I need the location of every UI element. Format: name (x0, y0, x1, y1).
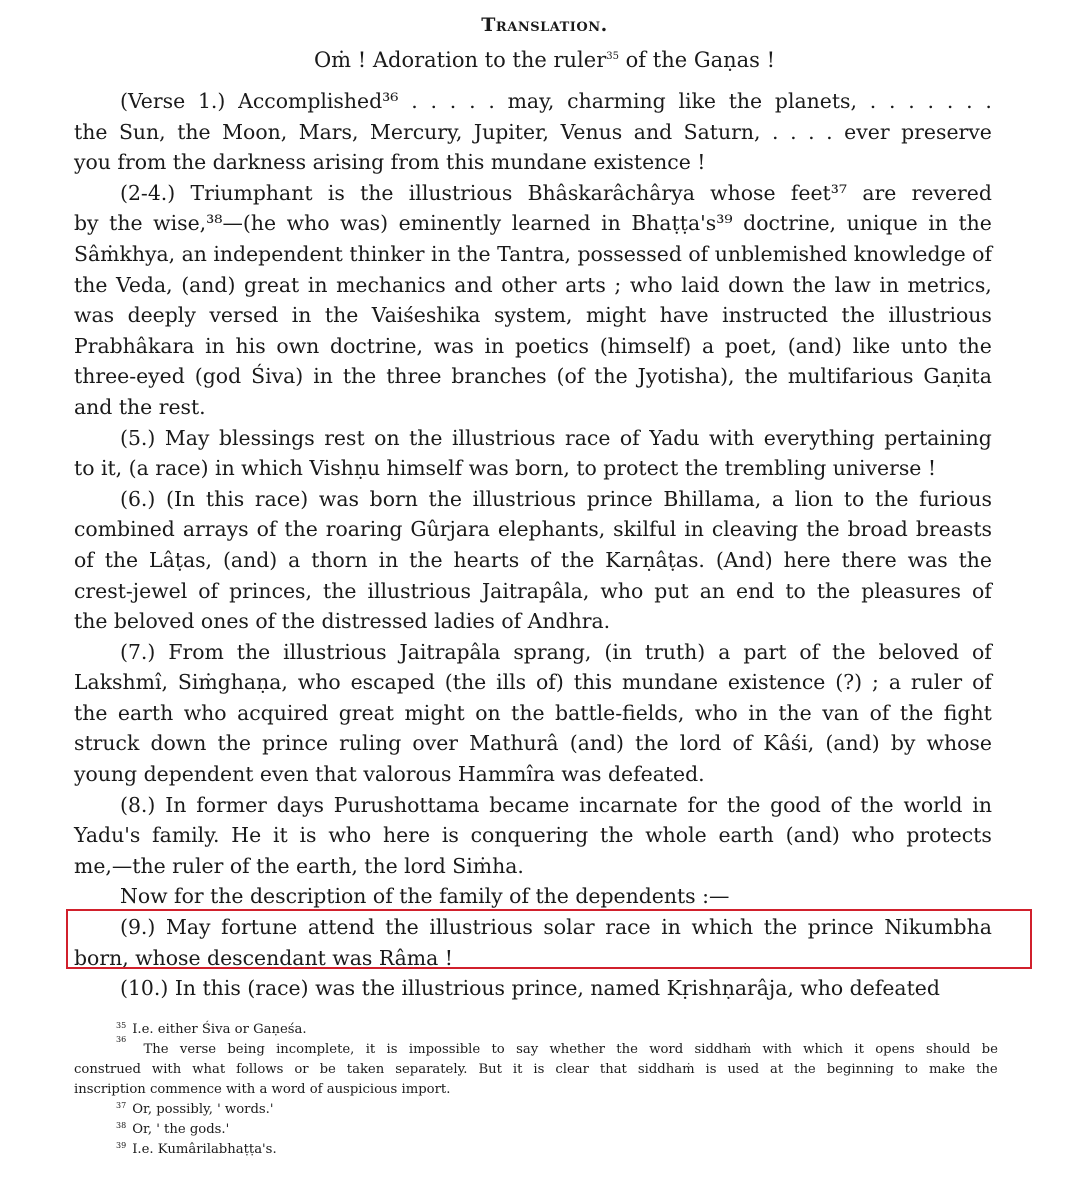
text-line: Prabhâkara in his own doctrine, was in poetics (himself) a poet, (and) like unto the (74, 333, 992, 358)
text-line: (5.) May blessings rest on the illustrious race of Yadu with everything pertaining (120, 425, 992, 450)
paragraph (74, 484, 992, 637)
text-line: (7.) From the illustrious Jaitrapâla sprang, (in truth) a part of the beloved of (120, 639, 992, 664)
footnote (74, 1020, 998, 1040)
text-line: born, whose descendant was Râma ! (74, 945, 453, 970)
text-line: young dependent even that valorous Hammîra was defeated. (74, 762, 705, 787)
footnote-mark: 37 (116, 1100, 127, 1110)
text-line: crest-jewel of princes, the illustrious Jaitrapâla, who put an end to the pleasures of (74, 578, 992, 603)
footnote (74, 1100, 998, 1120)
text-line: and the rest. (74, 394, 206, 419)
highlight-box (66, 909, 1032, 969)
paragraph (74, 973, 992, 1004)
footnote-line: $^{39}$ I.e. Kumârilabhaṭṭa's. (116, 1140, 277, 1157)
text-line: you from the darkness arising from this mundane existence ! (74, 150, 706, 175)
paragraph (74, 423, 992, 484)
text-line: (Verse 1.) Accomplished³⁶ . . . . . may, charming like the planets, . . . . . . . (120, 89, 992, 113)
invocation-text: Oṁ ! Adoration to the ruler (313, 48, 607, 72)
paragraph (74, 790, 992, 882)
text-line: (9.) May fortune attend the illustrious solar race in which the prince Nikumbha (120, 915, 992, 940)
text-line: (2-4.) Triumphant is the illustrious Bhâskarâchârya whose feet³⁷ are revered (120, 180, 992, 205)
text-line: Yadu's family. He it is who here is conquering the whole earth (and) who protects (74, 823, 992, 848)
text-line: the Veda, (and) great in mechanics and other arts ; who laid down the law in metrics, (74, 272, 992, 297)
text-line: three-eyed (god Śiva) in the three branches (of the Jyotisha), the multifarious Gaṇita (74, 364, 992, 389)
text-line: the earth who acquired great might on the battle-fields, who in the van of the fight (74, 700, 992, 725)
footnote-line: $^{37}$ Or, possibly, ' words.' (116, 1100, 274, 1117)
paragraph (74, 178, 992, 423)
translation-body (74, 86, 992, 1004)
footnote-line: inscription commence with a word of auspicious import. (74, 1082, 451, 1097)
invocation-line (0, 48, 1089, 72)
invocation-text-end: of the Gaṇas ! (618, 48, 776, 72)
text-line: the Sun, the Moon, Mars, Mercury, Jupiter, Venus and Saturn, . . . . ever preserve (74, 119, 992, 144)
footnote-line: $^{38}$ Or, ' the gods.' (116, 1120, 230, 1137)
footnote-line: construed with what follows or be taken separately. But it is clear that siddhaṁ is used at the beginning to make the (74, 1062, 998, 1077)
footnotes (74, 1020, 998, 1160)
footnote (74, 1140, 998, 1160)
invocation-note-mark: 35 (606, 51, 619, 62)
text-line: (8.) In former days Purushottama became incarnate for the good of the world in (120, 792, 992, 817)
text-line: was deeply versed in the Vaiśeshika system, might have instructed the illustrious (74, 303, 992, 328)
footnote (74, 1120, 998, 1140)
footnote-line: 36 The verse being incomplete, it is impossible to say whether the word siddhaṁ with which it opens should be (74, 1040, 998, 1060)
page-title: Translation. (481, 14, 608, 36)
text-line: of the Lâṭas, (and) a thorn in the hearts of the Karṇâṭas. (And) here there was the (74, 547, 992, 572)
footnote (74, 1035, 998, 1100)
text-line: to it, (a race) in which Vishṇu himself was born, to protect the trembling universe ! (74, 456, 937, 481)
footnote-line: $^{35}$ I.e. either Śiva or Gaṇeśa. (116, 1020, 307, 1037)
text-line: struck down the prince ruling over Mathurâ (and) the lord of Kâśi, (and) by whose (74, 731, 992, 756)
paragraph (74, 637, 992, 790)
paragraph (74, 86, 992, 178)
text-line: (10.) In this (race) was the illustrious prince, named Kṛishṇarâja, who defeated (120, 976, 940, 1001)
text-line: the beloved ones of the distressed ladies of Andhra. (74, 609, 611, 634)
footnote-mark: 39 (116, 1140, 127, 1150)
paragraph (74, 881, 992, 912)
text-line: by the wise,³⁸—(he who was) eminently learned in Bhaṭṭa's³⁹ doctrine, unique in the (74, 211, 992, 236)
footnote-mark: 38 (116, 1120, 127, 1130)
footnote-mark: 36 (116, 1035, 127, 1044)
text-line: Lakshmî, Siṁghaṇa, who escaped (the ills of) this mundane existence (?) ; a ruler of (74, 670, 992, 695)
text-line: Sâṁkhya, an independent thinker in the Tantra, possessed of unblemished knowledge of (74, 241, 992, 266)
text-line: Now for the description of the family of the dependents :— (120, 884, 730, 909)
text-line: me,—the ruler of the earth, the lord Siṁha. (74, 853, 524, 878)
text-line: (6.) (In this race) was born the illustrious prince Bhillama, a lion to the furious (120, 486, 992, 511)
footnote-mark: 35 (116, 1020, 127, 1030)
text-line: combined arrays of the roaring Gûrjara elephants, skilful in cleaving the broad breasts (74, 517, 992, 542)
